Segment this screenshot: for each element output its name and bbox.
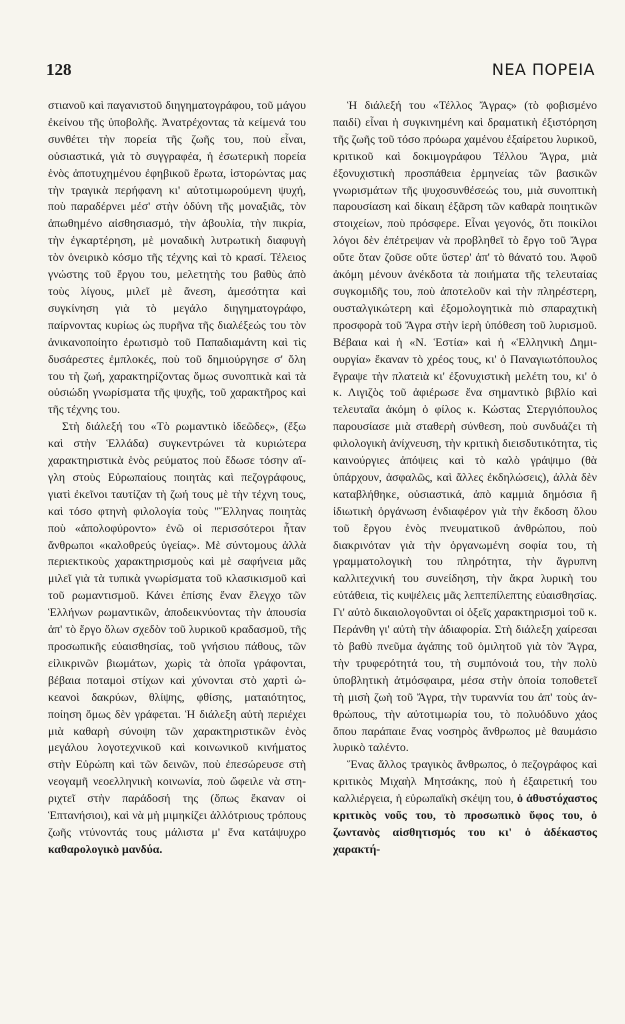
- left-paragraph-2: [48, 418, 306, 858]
- right-paragraph-2-text: Ἕνας ἄλλος τραγικὸς ἄνθρωπος, ὁ πεζογράφος καὶ κριτικὸς Μιχαὴλ Μητσάκης, ποὺ ἡ ἐξαιρετική του καλλιέργεια, ἡ εὐρωπαϊκὴ σκέψη του,: [333, 757, 597, 806]
- page-header: [46, 60, 595, 86]
- right-paragraph-2-bold-end: ὁ ἀθυστόχαστος κριτικὸς νοῦς του, τὸ προσωπικὸ ὕφος του, ὁ ζωντανὸς αἰσθητισμός του κι' ὁ ἀδέκαστος χαρακτή-: [333, 791, 597, 856]
- running-title: ΝΕΑ ΠΟΡΕΙΑ: [491, 60, 595, 79]
- left-column: [48, 97, 306, 858]
- page-number: 128: [46, 60, 72, 79]
- right-paragraph-1: Ἡ διάλεξή του «Τέλλος Ἄγρας» (τὸ φοβισμένο παιδί) εἶναι ἡ συγκινημένη καὶ δραματικὴ ἐξιστόρηση τῆς ζωῆς τοῦ τόσο πρόωρα χαμένου ἐξαίρετου λυρικοῦ, κριτικοῦ καὶ δοκιμογράφου Τέλλου Ἄγρα, μιὰ ἐξονυχιστικὴ προσπάθεια ἑρμηνείας τῶν βασικῶν γνωρισμάτων τῆς ψυχοσυνθέσεώς του, μιὰ συνοπτικὴ παρουσίαση καὶ δίκαιη ἐξᾶρση τῶν καθαρὰ ποιητικῶν στοιχείων, ποὺ πρόσφερε. Εἶναι γεγονός, ὅτι ποικίλοι λόγοι δὲν ἐπέτρεψαν νὰ προβληθεῖ τὸ ἔργο τοῦ Ἄγρα οὔτε ὅταν ζοῦσε οὔτε ὕστερ' ἀπ' τὸ θάνατό του. Ἀφοῦ ἀκόμη μένουν ἀνέκδοτα τὰ ποιήματα τῆς τελευταίας συγκομιδῆς του, ποὺ ἀποτελοῦν καὶ τὴν πληρέστερη, ουσταλγικώτερη καὶ ἐξομολογητικὰ πιὸ σπαραχτικὴ προσφορὰ τοῦ Ἄγρα στὴν ἱερὴ ὑπόθεση τοῦ λυρισμοῦ. Βέβαια καὶ ἡ «Ν. Ἑστία» καὶ ἡ «Ἑλληνικὴ Δημιουργία» ἔκαναν τὸ χρέος τους, κι' ὁ Παναγιωτόπουλος ἔγραψε τὴν πλατειὰ κι' ἐξονυχιστικὴ μελέτη του, κι' ὁ κ. Λιγιζὸς τοῦ ἀφιέρωσε ἕνα σημαντικὸ βιβλίο καὶ τελευταῖα ἀκόμη ὁ φίλος κ. Κώστας Στεργιόπουλος παρουσίασε μιὰ σταθερὴ σύνθεση, ποὺ συνδυάζει τὴ φιλολογικὴ ἀνίχνευση, τὴν κριτικὴ διεισδυτικότητα, τὶς καινούργιες ἀπόψεις καὶ τὸ καλὸ γράψιμο (θὰ ὑπάρχουν, ἀσφαλῶς, καὶ ἄλλες ἐκδηλώσεις), ἀλλὰ δὲν καταβλήθηκε, οὐσιαστικά, ἀπὸ καμμιὰ δημόσια ἢ ἰδιωτικὴ ὀργάνωση ἐνδιαφέρον γιὰ τὴν ἔκδοση ὅλου τοῦ ἔργου ἑνὸς πνευματικοῦ ἀνθρώπου, ποὺ διακρινόταν γιὰ τὴν ὀργανωμένη σοφία του, τὴ γραμματολογικὴ του πληρότητα, τὴν ἄγρυπνη καλλιτεχνική του συνείδηση, τὴν ἄκρα λυρικὴ του εὐτάθεια, τὶς κυψέλεις μᾶς λεπτεπίλεπτης εὐαισθησίας. Γι' αὐτὸ δικαιολογοῦνται οἱ ὀξεῖς χαρακτηρισμοὶ τοῦ κ. Περάνθη γι' αὐτὴ τὴν ἀδιαφορία. Στὴ διάλεξη χαίρεσαι τὸ βαθὺ πνεῦμα ἀγάπης τοῦ ὁμιλητοῦ γιὰ τὸν Ἄγρα, τὴν τρυφερότητά του, τὴ συμπόνοιά του, τὴν πολὺ ὑποβλητικὴ ἀτμόσφαιρα, μέσα στὴν ὁποία τοποθετεῖ τὴ μισὴ ζωὴ τοῦ Ἄγρα, τὴν τυραννία του ἀπ' τοὺς ἀνθρώπους, τὴν αὐτοτιμωρία του, τὸ πολυόδυνο χάος ὅπου παράπαιε ἕνας νοσηρὸς ἄνθρωπος μὲ θαυμάσιο λυρικὸ ταλέντο.: [333, 98, 597, 755]
- left-paragraph-1: στιανοῦ καὶ παγανιστοῦ διηγηματογράφου, τοῦ μάγου ἐκείνου τῆς ὑποβολῆς. Ἀνατρέχοντας τὰ κείμενά του συνθέτει τὴν πορεία τῆς ζωῆς του, ποὺ εἶναι, οὐσιαστικά, γιὰ τὸ συγγραφέα, ἡ ἐσωτερικὴ πορεία ἑνὸς ἀποτυχημένου ἐφηβικοῦ ἔρωτα, ἱστορώντας μας τὴν τραγικὰ περήφανη κι' αὐτοτιμωρούμενη ψυχή, ποὺ παραδέρνει μέσ' στὴν ὀδύνη τῆς μοναξιᾶς, τὸν ἀπωθημένο αἰσθησιασμό, τὴν ἀβουλία, τὴν πικρία, τὴν ἐγκαρτέρηση, μὲ μοναδικὴ λυτρωτικὴ διαφυγὴ τὸν ὀνειρικὸ κόσμο τῆς τέχνης καὶ τὸ κρασί. Τέλειος γνώστης τοῦ ἔργου του, μελετητὴς του βαθὺς ἀπὸ τοὺς λίγους, μιλεῖ μὲ ἄνεση, ἀμεσότητα καὶ συγκίνηση γιὰ τὸ μεγάλο διηγηματογράφο, παίρνοντας κυρίως ὡς πυρῆνα τῆς διαλέξεώς του τὸν ἀνικανοποίητο ἐρωτισμὸ τοῦ Παπαδιαμάντη καὶ τὶς δυσάρεστες ἐμπλοκές, ποὺ τοῦ δημιούργησε σ' ὅλη του τὴ ζωή, χαρακτηρίζοντας ὅμως συνοπτικὰ καὶ τὰ οὐσιώδη γνωρίσματα τῆς ψυχῆς, τοῦ χαρακτῆρος καὶ τῆς τέχνης του.: [48, 98, 306, 417]
- right-column: [333, 97, 597, 858]
- left-paragraph-2-text: Στὴ διάλεξή του «Τὸ ρωμαντικὸ ἰδεῶδες», (ἔξω καὶ στὴν Ἑλλάδα) συγκεντρώνει τὰ κυριώτερα χαρακτηριστικὰ ἑνὸς ρεύματος ποὺ ἔδωσε τόσην αἴγλη στοὺς Εὐρωπαίους ποιητὰς καὶ πεζογράφους, γιατὶ ἐκεῖνοι ταυτίζαν τὴ ζωή τους μὲ τὴν τέχνη τους, καὶ τόσο φτηνὴ φιλολογία τοὺς "Ἕλληνας ποιητὰς ποὺ «ἀπολοφύροντο» ἐνῶ οἱ περισσότεροι ἦταν ἄνθρωποι «καλοθρεύς ὑγείας». Μὲ σύντομους ἀλλὰ περιεκτικοὺς χαρακτηρισμοὺς καὶ μὲ σαφήνεια μᾶς μιλεῖ γιὰ τὰ τυπικὰ γνωρίσματα τοῦ κλασικισμοῦ καὶ τοῦ ρωμαντισμοῦ. Κάνει ἐπίσης ἕναν ἔλεγχο τῶν Ἑλλήνων ρωμαντικῶν, ἀποδεικνύοντας τὴν ἀπουσία ἀπ' τὸ ἔργο ὅλων σχεδὸν τοῦ λυρικοῦ κραδασμοῦ, τῆς προσωπικῆς εὐαισθησίας, τοῦ γνήσιου πάθους, τῶν εἰλικρινῶν βιωμάτων, χωρὶς τὰ ὁποῖα γράφονται, βέβαια ποταμοὶ στίχων καὶ χύνονται στὸ χαρτὶ ὠκεανοὶ δακρύων, θλίψης, φθίσης, ματαιότητος, ποίηση ὅμως δὲν γράφεται. Ἡ διάλεξη αὐτὴ περιέχει μιὰ καθαρὴ σύνοψη τῶν χαρακτηριστικῶν ἑνὸς μεγάλου λογοτεχνικοῦ καὶ κοινωνικοῦ κινήματος στὴν Εὐρώπη καὶ τῶν δεινῶν, ποὺ ἐπεσώρευσε στὴ νεογαμῆ νεοελληνικὴ κοινωνία, ποὺ ὤφειλε νὰ στηριχτεῖ στὴν παράδοσή της (ὅπως ἔκαναν οἱ Ἑπτανήσιοι), καὶ νὰ μὴ μιμηκίζει ἀλλότριους τρόπους ζωῆς ντύνοντάς τους μάλιστα μ' ἕνα κατάψυχρο: [48, 419, 306, 839]
- right-paragraph-2: [333, 756, 597, 857]
- left-paragraph-2-bold-end: καθαρολογικὸ μανδύα.: [48, 841, 163, 856]
